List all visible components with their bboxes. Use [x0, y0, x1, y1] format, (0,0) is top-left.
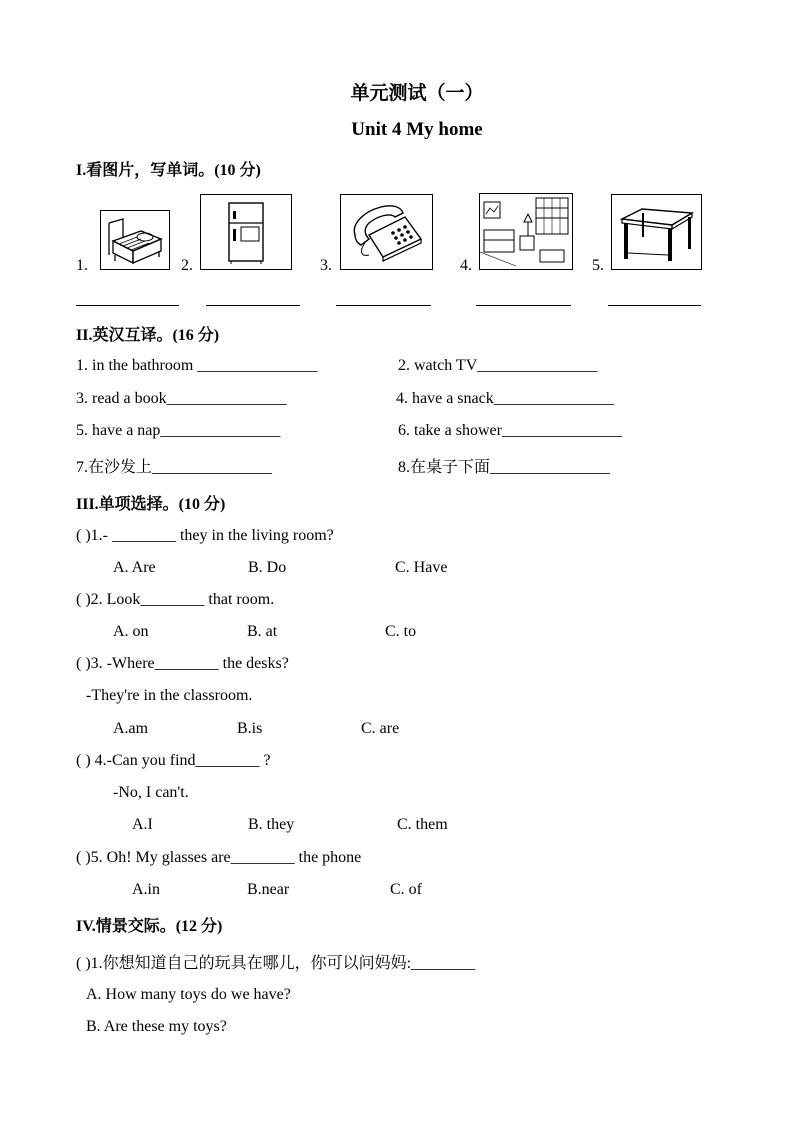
scenario-1-option-b[interactable]: B. Are these my toys?: [86, 1018, 227, 1035]
question-1-option-c[interactable]: C. Have: [395, 559, 448, 576]
translate-item-6: 6. take a shower_______________: [398, 422, 622, 439]
question-5-option-c[interactable]: C. of: [390, 881, 422, 898]
study-room-icon: [479, 193, 573, 270]
item-1-number: 1.: [76, 257, 88, 274]
translate-item-8: 8.在桌子下面_______________: [398, 459, 611, 476]
scenario-1-option-a[interactable]: A. How many toys do we have?: [86, 986, 291, 1003]
question-1-stem: ( )1.- ________ they in the living room?: [76, 527, 334, 544]
question-4-dialogue: -No, I can't.: [113, 784, 189, 801]
question-1-option-b[interactable]: B. Do: [248, 559, 287, 576]
answer-blank-5[interactable]: [608, 305, 701, 306]
question-3-option-a[interactable]: A.am: [113, 720, 149, 737]
question-2-option-c[interactable]: C. to: [385, 623, 417, 640]
translate-item-4: 4. have a snack_______________: [396, 390, 614, 407]
question-2-stem: ( )2. Look________ that room.: [76, 591, 275, 608]
answer-blank-4[interactable]: [476, 305, 571, 306]
answer-blank-3[interactable]: [336, 305, 431, 306]
answer-blank-1[interactable]: [76, 305, 179, 306]
translate-item-5: 5. have a nap_______________: [76, 422, 281, 439]
question-4-option-a[interactable]: A.I: [132, 816, 153, 833]
section-4-heading: IV.情景交际。(12 分): [76, 918, 223, 935]
answer-blank-2[interactable]: [206, 305, 300, 306]
question-4-option-b[interactable]: B. they: [248, 816, 295, 833]
question-3-dialogue: -They're in the classroom.: [86, 687, 253, 704]
item-4-number: 4.: [460, 257, 472, 274]
question-4-stem: ( ) 4.-Can you find________ ?: [76, 752, 271, 769]
item-2-number: 2.: [181, 257, 193, 274]
item-5-number: 5.: [592, 257, 604, 274]
question-3-option-b[interactable]: B.is: [237, 720, 263, 737]
question-4-option-c[interactable]: C. them: [397, 816, 448, 833]
item-3-number: 3.: [320, 257, 332, 274]
table-icon: [611, 194, 702, 270]
translate-item-7: 7.在沙发上_______________: [76, 459, 273, 476]
question-5-option-a[interactable]: A.in: [132, 881, 160, 898]
question-5-option-b[interactable]: B.near: [247, 881, 290, 898]
translate-item-3: 3. read a book_______________: [76, 390, 287, 407]
question-3-stem: ( )3. -Where________ the desks?: [76, 655, 289, 672]
page-title: 单元测试（一）: [350, 83, 484, 104]
question-2-option-a[interactable]: A. on: [113, 623, 149, 640]
section-3-heading: III.单项选择。(10 分): [76, 496, 226, 513]
section-1-heading: I.看图片，写单词。(10 分): [76, 162, 261, 179]
page-subtitle: Unit 4 My home: [351, 119, 483, 140]
bed-icon: [100, 210, 170, 270]
question-5-stem: ( )5. Oh! My glasses are________ the phone: [76, 849, 362, 866]
section-2-heading: II.英汉互译。(16 分): [76, 327, 220, 344]
translate-item-2: 2. watch TV_______________: [398, 357, 598, 374]
translate-item-1: 1. in the bathroom _______________: [76, 357, 318, 374]
question-1-option-a[interactable]: A. Are: [113, 559, 156, 576]
question-2-option-b[interactable]: B. at: [247, 623, 278, 640]
fridge-icon: [200, 194, 292, 270]
telephone-icon: [340, 194, 433, 270]
scenario-1-stem: ( )1.你想知道自己的玩具在哪儿，你可以问妈妈:________: [76, 955, 476, 972]
question-3-option-c[interactable]: C. are: [361, 720, 400, 737]
